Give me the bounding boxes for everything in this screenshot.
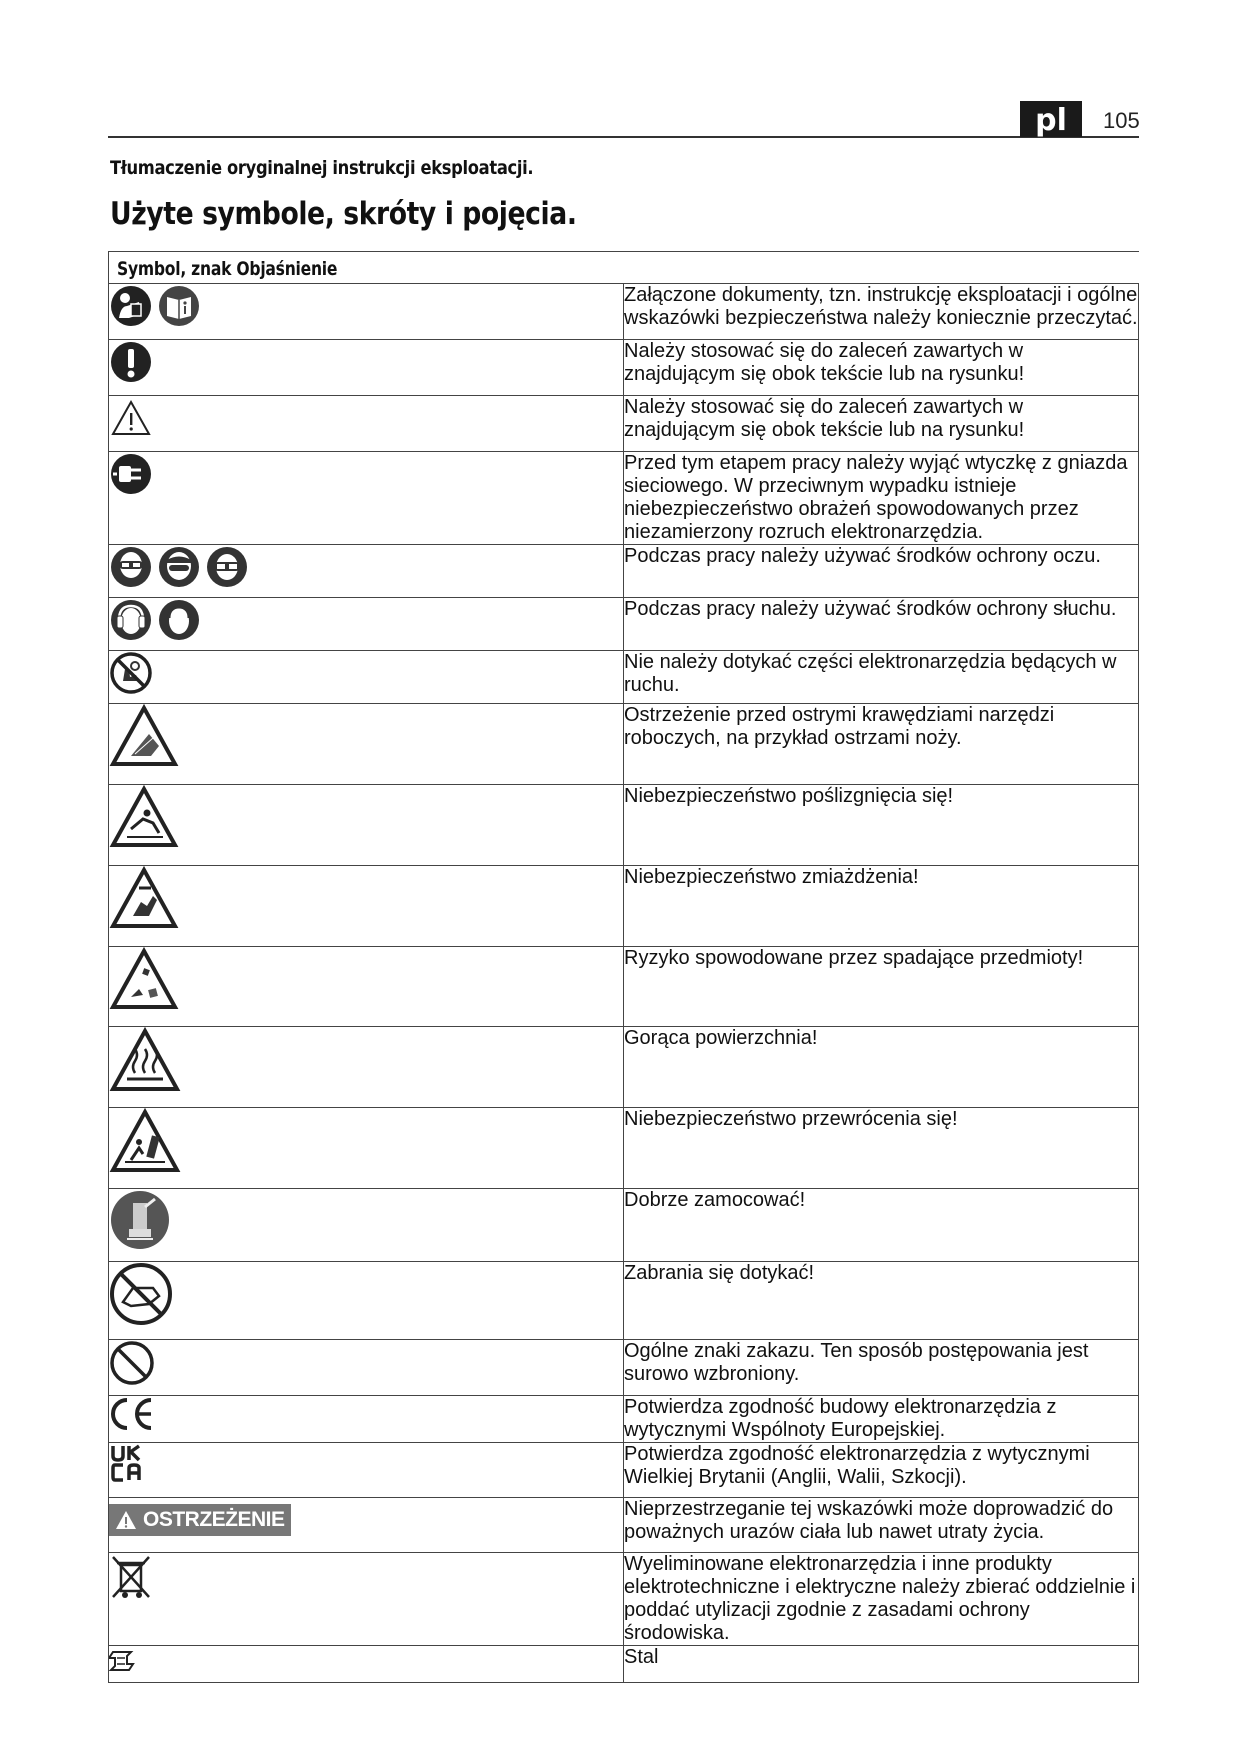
page-title: Użyte symbole, skróty i pojęcia. <box>110 196 577 232</box>
column-header: Symbol, znak Objaśnienie <box>109 252 1139 284</box>
table-row <box>109 704 1139 785</box>
table-row <box>109 866 1139 947</box>
table-row <box>109 1443 1139 1498</box>
row-text: Gorąca powierzchnia! <box>624 1027 1139 1108</box>
steel-icon <box>109 1646 137 1674</box>
row-text: Załączone dokumenty, tzn. instrukcję eksploatacji i ogólne wskazówki bezpieczeństwa należy koniecznie przeczytać. <box>624 284 1139 340</box>
table-row <box>109 452 1139 545</box>
row-text: Potwierdza zgodność budowy elektronarzędzia z wytycznymi Wspólnoty Europejskiej. <box>624 1396 1139 1443</box>
row-text: Należy stosować się do zaleceń zawartych w znajdującym się obok tekście lub na rysunku! <box>624 396 1139 452</box>
table-row <box>109 284 1139 340</box>
row-text: Dobrze zamocować! <box>624 1189 1139 1262</box>
ukca-mark-icon <box>109 1443 149 1483</box>
row-text: Niebezpieczeństwo poślizgnięcia się! <box>624 785 1139 866</box>
row-text: Wyeliminowane elektronarzędzia i inne produkty elektrotechniczne i elektryczne należy zbierać oddzielnie i poddać utylizacji zgodnie z zasadami ochrony środowiska. <box>624 1553 1139 1646</box>
hot-surface-icon <box>109 1027 181 1093</box>
warning-triangle-icon <box>109 396 153 440</box>
table-row <box>109 1553 1139 1646</box>
slip-hazard-icon <box>109 785 179 849</box>
table-row <box>109 785 1139 866</box>
goggles-icon <box>205 545 249 589</box>
table-row <box>109 1262 1139 1340</box>
read-instructions-icon <box>109 284 153 328</box>
eye-protection-icon <box>109 545 153 589</box>
table-row <box>109 1189 1139 1262</box>
row-text: Podczas pracy należy używać środków ochrony słuchu. <box>624 598 1139 651</box>
warning-label-badge <box>109 1504 291 1536</box>
row-text: Ostrzeżenie przed ostrymi krawędziami narzędzi roboczych, na przykład ostrzami noży. <box>624 704 1139 785</box>
prohibition-icon <box>109 1340 155 1386</box>
table-row <box>109 1396 1139 1443</box>
no-touch-moving-parts-icon <box>109 651 153 695</box>
falling-objects-icon <box>109 947 179 1011</box>
row-text: Potwierdza zgodność elektronarzędzia z wytycznymi Wielkiej Brytanii (Anglii, Walii, Szkocji). <box>624 1443 1139 1498</box>
row-text: Nieprzestrzeganie tej wskazówki może doprowadzić do poważnych urazów ciała lub nawet utraty życia. <box>624 1498 1139 1553</box>
ear-protection-icon <box>109 598 153 642</box>
table-row <box>109 340 1139 396</box>
row-text: Ryzyko spowodowane przez spadające przedmioty! <box>624 947 1139 1027</box>
table-row <box>109 545 1139 598</box>
table-row <box>109 1108 1139 1189</box>
table-row <box>109 651 1139 704</box>
manual-icon <box>157 284 201 328</box>
table-row <box>109 598 1139 651</box>
table-row <box>109 1340 1139 1396</box>
row-text: Podczas pracy należy używać środków ochrony oczu. <box>624 545 1139 598</box>
row-text: Należy stosować się do zaleceń zawartych w znajdującym się obok tekście lub na rysunku! <box>624 340 1139 396</box>
symbols-table <box>108 251 1139 1683</box>
table-row <box>109 1498 1139 1553</box>
table-row <box>109 947 1139 1027</box>
page-number: 105 <box>1103 108 1140 133</box>
tip-over-hazard-icon <box>109 1108 181 1174</box>
crush-hazard-icon <box>109 866 179 930</box>
mandatory-icon <box>109 340 153 384</box>
warning-label-text: OSTRZEŻENIE <box>143 1508 285 1531</box>
face-shield-icon <box>157 545 201 589</box>
row-text: Przed tym etapem pracy należy wyjąć wtyczkę z gniazda sieciowego. W przeciwnym wypadku istnieje niebezpieczeństwo obrażeń spowodowanych przez niezamierzony rozruch elektronarzędzia. <box>624 452 1139 545</box>
row-text: Nie należy dotykać części elektronarzędzia będących w ruchu. <box>624 651 1139 704</box>
row-text: Stal <box>624 1646 1139 1683</box>
warning-triangle-icon <box>115 1510 137 1530</box>
row-text: Ogólne znaki zakazu. Ten sposób postępowania jest surowo wzbroniony. <box>624 1340 1139 1396</box>
row-text: Zabrania się dotykać! <box>624 1262 1139 1340</box>
row-text: Niebezpieczeństwo zmiażdżenia! <box>624 866 1139 947</box>
sharp-edges-warning-icon <box>109 704 179 768</box>
header-rule <box>108 136 1139 138</box>
table-row <box>109 1027 1139 1108</box>
do-not-touch-icon <box>109 1262 173 1326</box>
ce-mark-icon <box>109 1396 157 1432</box>
secure-firmly-icon <box>109 1189 171 1251</box>
earmuffs-icon <box>157 598 201 642</box>
row-text: Niebezpieczeństwo przewrócenia się! <box>624 1108 1139 1189</box>
weee-bin-icon <box>109 1553 153 1601</box>
language-badge: pl <box>1020 101 1082 137</box>
table-row <box>109 1646 1139 1683</box>
table-row <box>109 396 1139 452</box>
document-subtitle: Tłumaczenie oryginalnej instrukcji eksploatacji. <box>110 157 534 179</box>
unplug-icon <box>109 452 153 496</box>
table-header-row <box>109 252 1139 284</box>
